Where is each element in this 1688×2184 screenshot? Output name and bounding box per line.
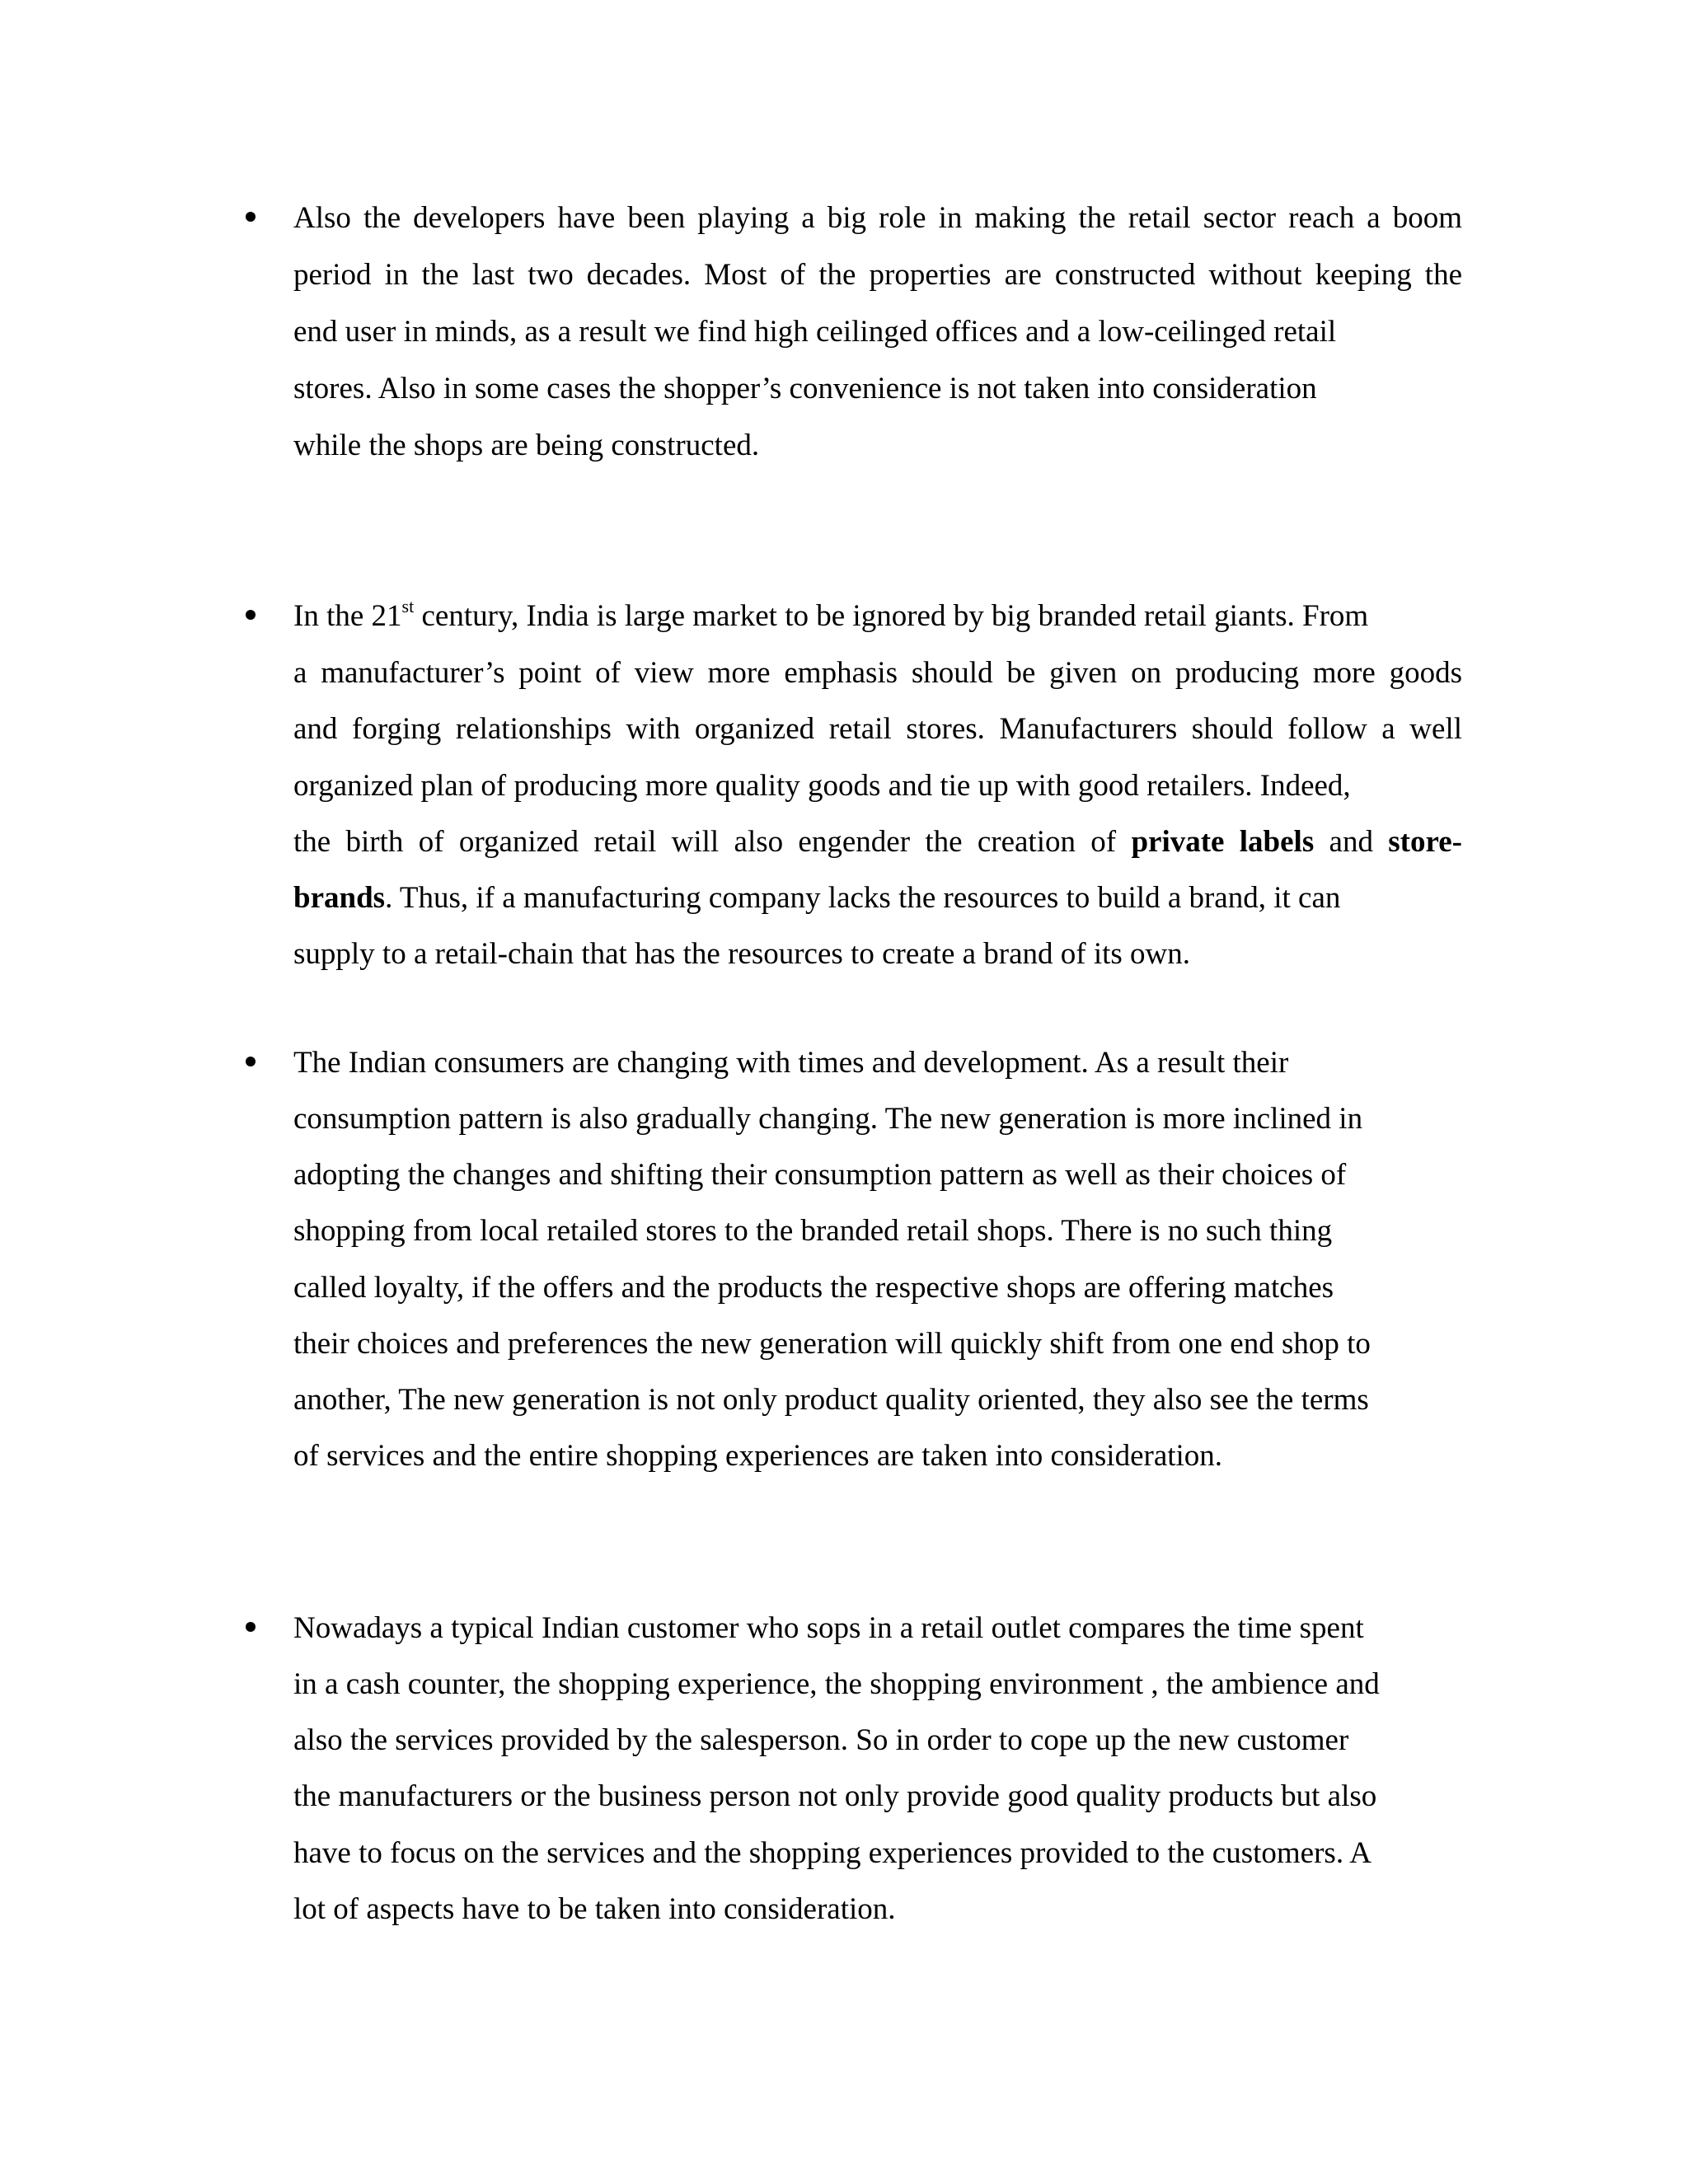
- paragraph-line: [293, 596, 1369, 633]
- paragraph-line: in a cash counter, the shopping experience, the shopping environment , the ambience and: [293, 1667, 1380, 1701]
- paragraph-line: shopping from local retailed stores to the branded retail shops. There is no such thing: [293, 1214, 1333, 1248]
- paragraph-line: [293, 827, 1462, 857]
- paragraph-line: period in the last two decades. Most of the properties are constructed without keeping the: [293, 258, 1462, 292]
- paragraph-line: a manufacturer’s point of view more emphasis should be given on producing more goods: [293, 656, 1462, 690]
- paragraph-line: called loyalty, if the offers and the products the respective shops are offering matches: [293, 1271, 1334, 1305]
- text-run: In the 21: [293, 599, 402, 633]
- paragraph-line: another, The new generation is not only product quality oriented, they also see the terms: [293, 1383, 1369, 1417]
- bullet-icon: [246, 212, 256, 222]
- paragraph-line: also the services provided by the salesperson. So in order to cope up the new customer: [293, 1723, 1349, 1757]
- paragraph-line: stores. Also in some cases the shopper’s convenience is not taken into consideration: [293, 372, 1317, 405]
- paragraph-line: lot of aspects have to be taken into consideration.: [293, 1892, 896, 1926]
- text-run: century, India is large market to be ignored by big branded retail giants. From: [414, 599, 1369, 633]
- paragraph-line: supply to a retail-chain that has the resources to create a brand of its own.: [293, 937, 1191, 971]
- text-run: the birth of organized retail will also engender the creation of: [293, 825, 1132, 859]
- bullet-icon: [246, 1622, 256, 1632]
- superscript: st: [401, 596, 415, 616]
- bold-term-store-brands: store-: [1388, 825, 1462, 859]
- paragraph-line: and forging relationships with organized retail stores. Manufacturers should follow a well: [293, 712, 1462, 746]
- paragraph-line: of services and the entire shopping experiences are taken into consideration.: [293, 1439, 1223, 1473]
- bold-term-store-brands: brands: [293, 881, 386, 915]
- paragraph-line: [293, 883, 1340, 913]
- paragraph-line: The Indian consumers are changing with times and development. As a result their: [293, 1046, 1289, 1080]
- paragraph-line: their choices and preferences the new generation will quickly shift from one end shop to: [293, 1327, 1371, 1361]
- paragraph-line: the manufacturers or the business person not only provide good quality products but also: [293, 1779, 1377, 1813]
- bullet-icon: [246, 1057, 256, 1066]
- paragraph-line: organized plan of producing more quality goods and tie up with good retailers. Indeed,: [293, 769, 1351, 803]
- paragraph-line: adopting the changes and shifting their consumption pattern as well as their choices of: [293, 1158, 1347, 1192]
- paragraph-line: have to focus on the services and the shopping experiences provided to the customers. A: [293, 1836, 1372, 1870]
- paragraph-line: consumption pattern is also gradually changing. The new generation is more inclined in: [293, 1102, 1363, 1136]
- text-run: . Thus, if a manufacturing company lacks the resources to build a brand, it can: [385, 881, 1341, 915]
- paragraph-line: Nowadays a typical Indian customer who sops in a retail outlet compares the time spent: [293, 1611, 1364, 1645]
- bullet-icon: [246, 610, 256, 620]
- text-run: and: [1314, 825, 1389, 859]
- paragraph-line: Also the developers have been playing a big role in making the retail sector reach a boom: [293, 201, 1462, 235]
- paragraph-line: while the shops are being constructed.: [293, 429, 760, 462]
- bold-term-private-labels: private labels: [1131, 825, 1315, 859]
- paragraph-line: end user in minds, as a result we find high ceilinged offices and a low-ceilinged retail: [293, 315, 1337, 349]
